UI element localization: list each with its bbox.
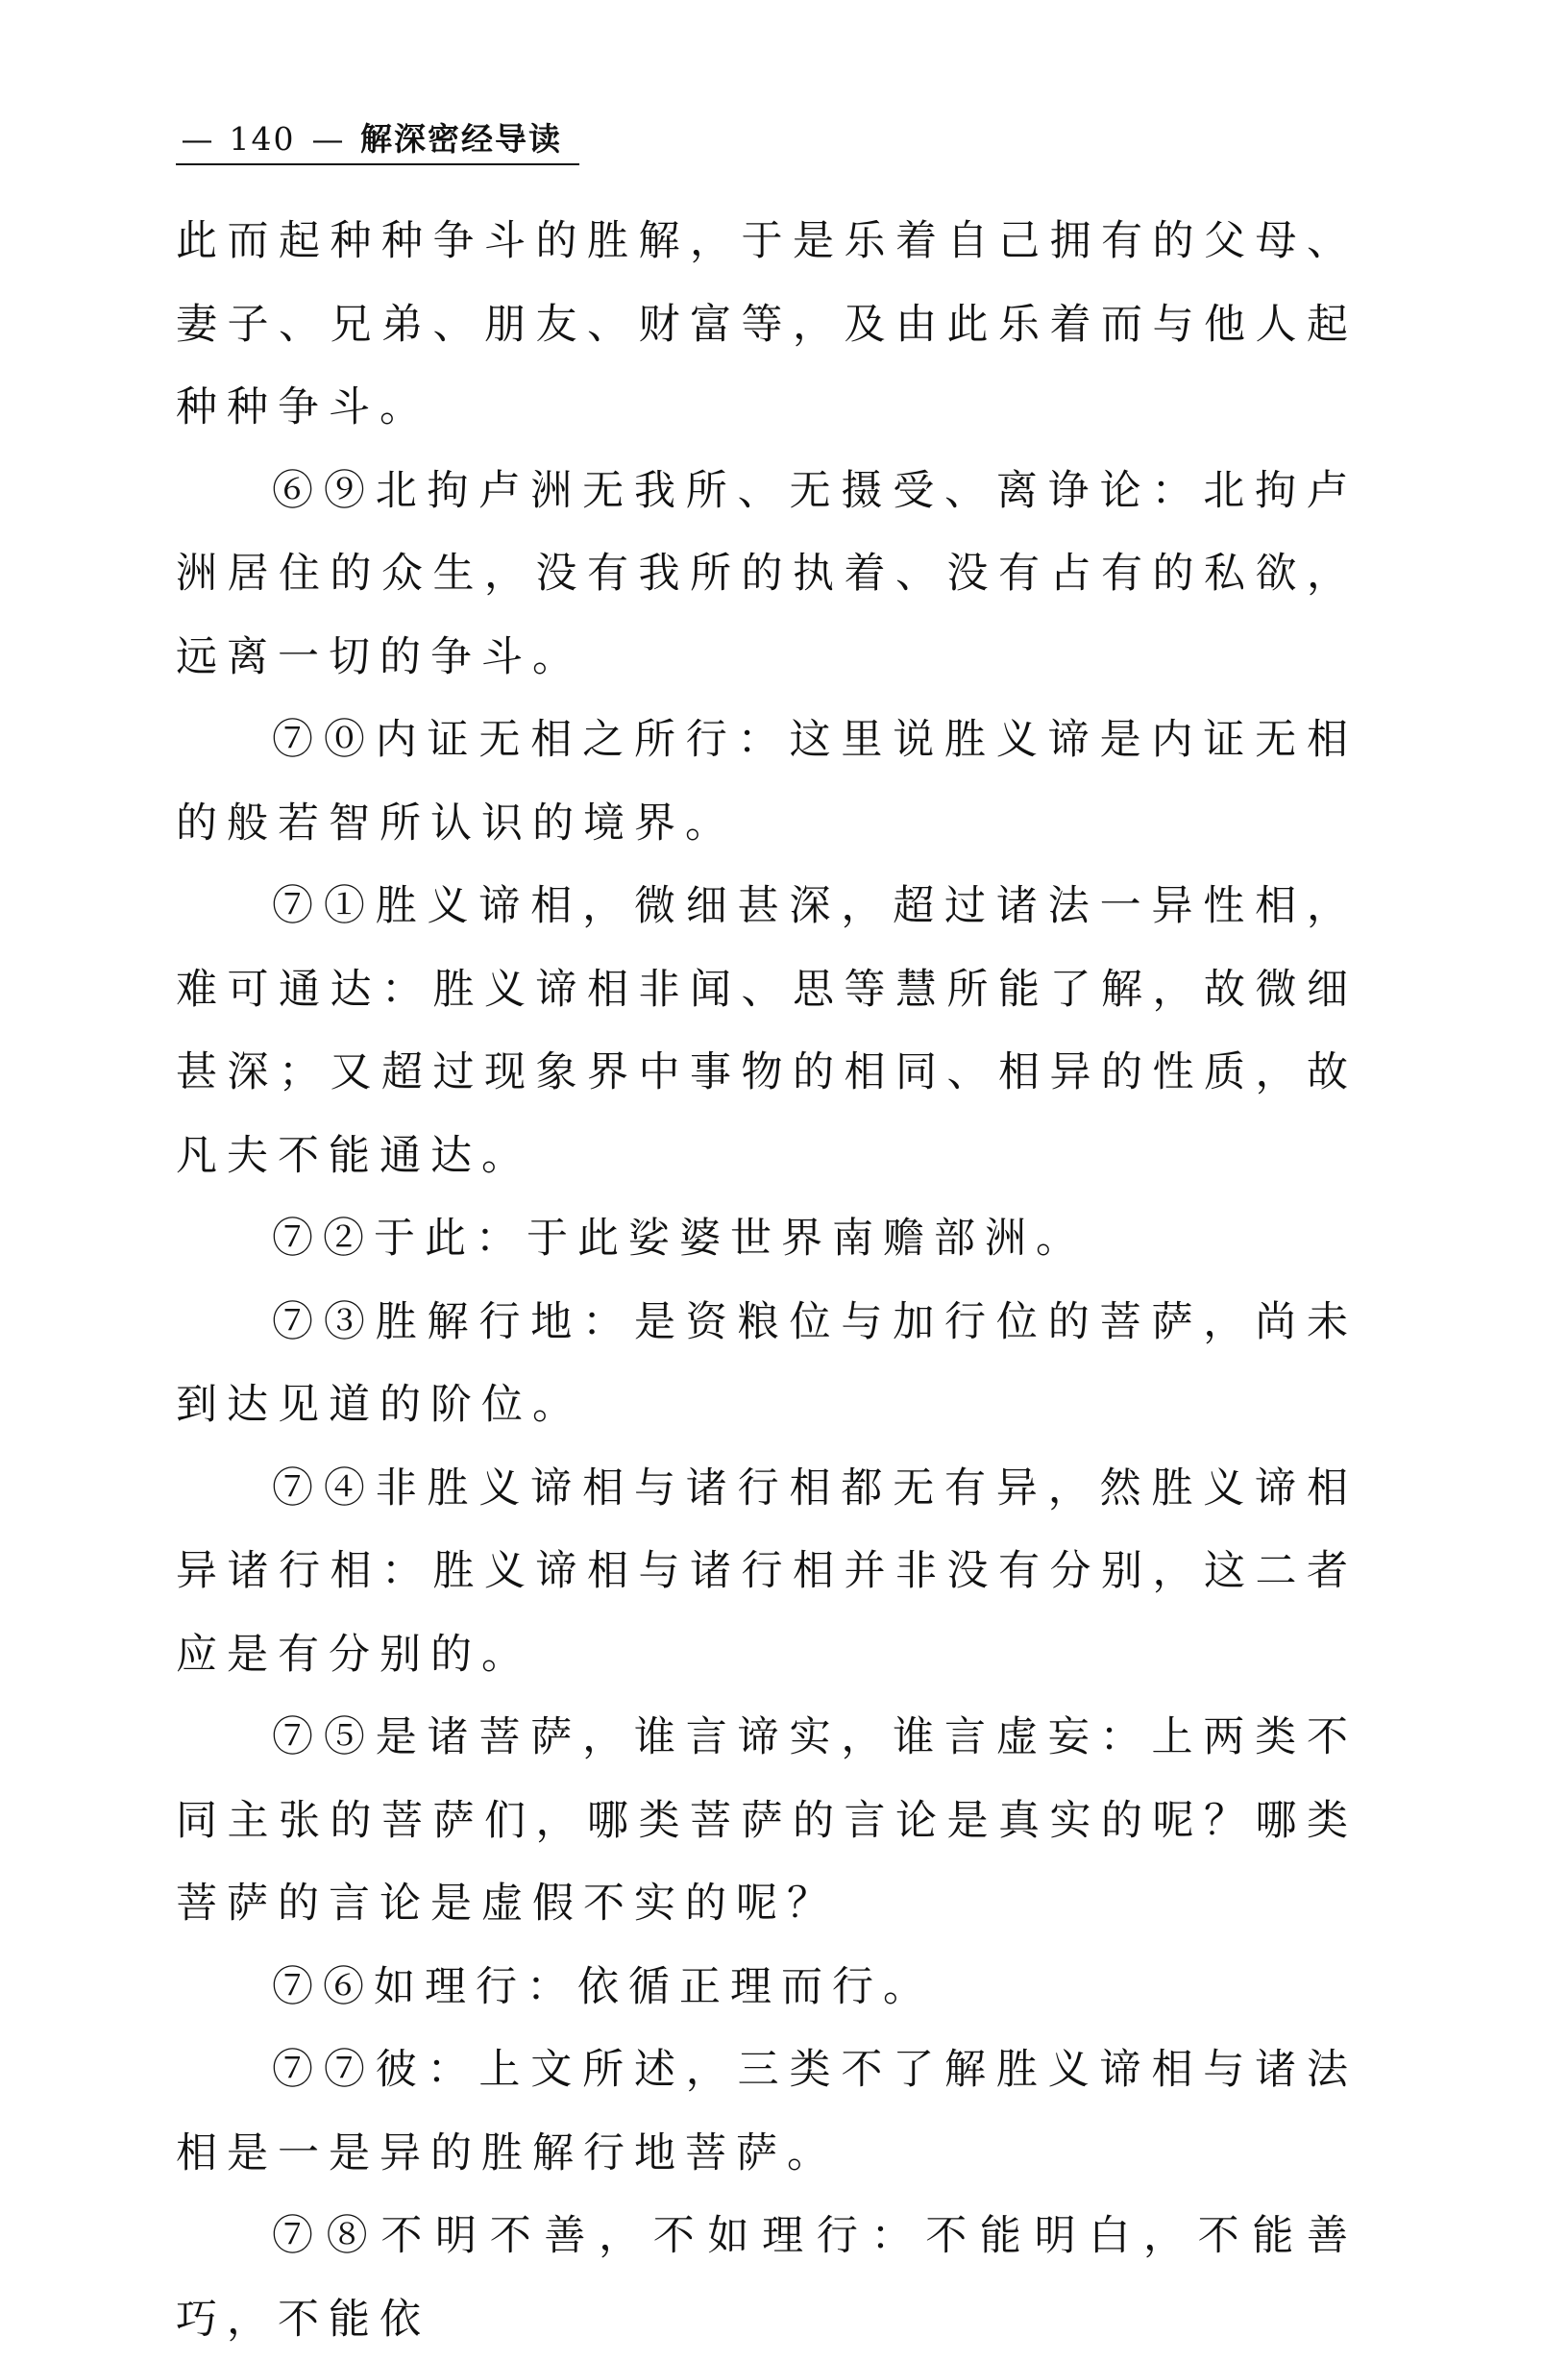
note-72: ⑦②于此：于此娑婆世界南赡部洲。 xyxy=(272,1215,1087,1263)
note-70: ⑦⓪内证无相之所行：这里说胜义谛是内证无相的般若智所认识的境界。 xyxy=(176,716,1358,848)
note-76: ⑦⑥如理行：依循正理而行。 xyxy=(272,1962,934,2011)
note-75: ⑦⑤是诸菩萨，谁言谛实，谁言虚妄：上两类不同主张的菩萨们，哪类菩萨的言论是真实的呢？哪类菩萨的言论是虚假不实的呢？ xyxy=(176,1713,1358,1928)
running-header xyxy=(176,115,579,165)
note-73: ⑦③胜解行地：是资粮位与加行位的菩萨，尚未到达见道的阶位。 xyxy=(176,1297,1358,1429)
page-body xyxy=(176,200,1358,2361)
note-77: ⑦⑦彼：上文所述，三类不了解胜义谛相与诸法相是一是异的胜解行地菩萨。 xyxy=(176,2046,1358,2177)
header-dash-right: — xyxy=(311,120,344,158)
note-78: ⑦⑧不明不善，不如理行：不能明白，不能善巧，不能依 xyxy=(176,2212,1358,2344)
page-number: 140 xyxy=(229,120,296,158)
note-74: ⑦④非胜义谛相与诸行相都无有异，然胜义谛相异诸行相：胜义谛相与诸行相并非没有分别，这二者应是有分别的。 xyxy=(176,1463,1358,1679)
note-71: ⑦①胜义谛相，微细甚深，超过诸法一异性相，难可通达：胜义谛相非闻、思等慧所能了解，故微细甚深；又超过现象界中事物的相同、相异的性质，故凡夫不能通达。 xyxy=(176,882,1358,1180)
note-69: ⑥⑨北拘卢洲无我所、无摄受、离诤论：北拘卢洲居住的众生，没有我所的执着、没有占有的私欲，远离一切的争斗。 xyxy=(176,466,1358,681)
continuation-paragraph: 此而起种种争斗的胜解，于是乐着自己拥有的父母、妻子、兄弟、朋友、财富等，及由此乐着而与他人起种种争斗。 xyxy=(176,217,1358,431)
header-dash-left: — xyxy=(181,120,213,158)
book-title: 解深密经导读 xyxy=(360,120,562,158)
